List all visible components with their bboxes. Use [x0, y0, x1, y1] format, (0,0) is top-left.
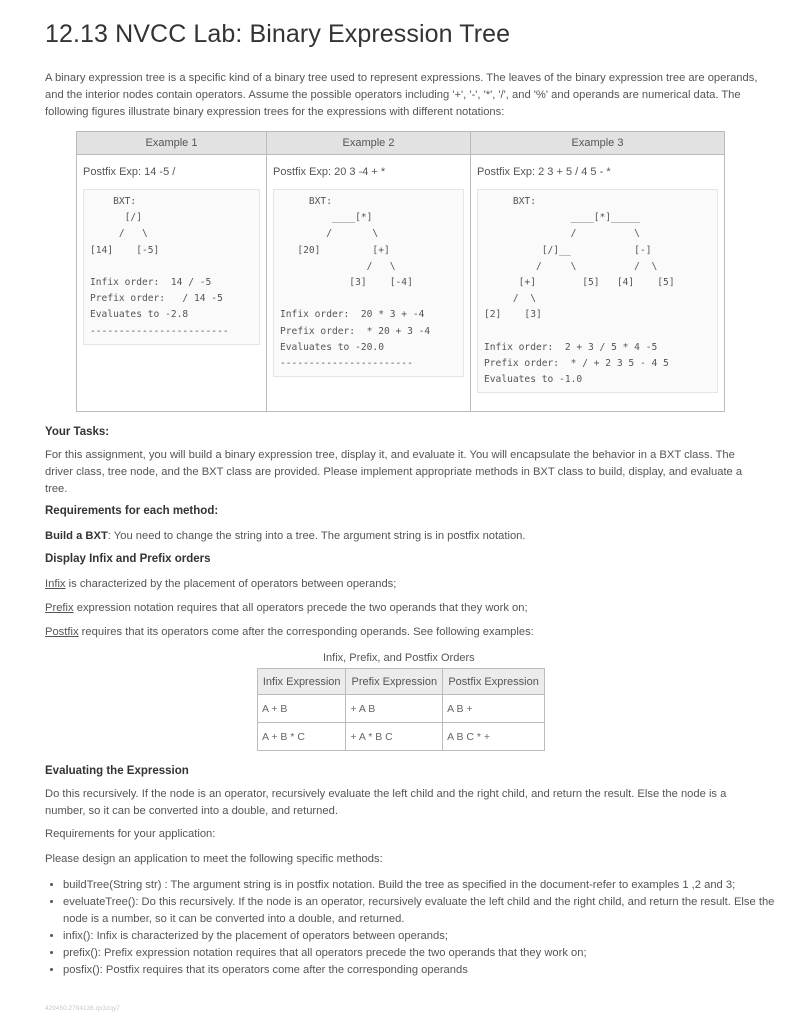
page-title: 12.13 NVCC Lab: Binary Expression Tree: [45, 20, 511, 48]
prefix-link[interactable]: Prefix: [45, 602, 74, 614]
application-design-line: Please design an application to meet the following specific methods:: [45, 853, 383, 865]
build-text: : You need to change the string into a tree. The argument string is in postfix notation.: [107, 530, 526, 542]
postfix-line: [45, 624, 534, 641]
example-1-header: Example 1: [77, 132, 267, 155]
example-3-code: BXT: ____[*]_____ / \ [/]__ [-] / \ / \ [+] [5] [4] [5] / \ [2] [3] Infix order: 2 + 3 / 5 * 4 -5 Prefix order: * / + 2 3 5 - 4 5 Evaluates to -1.0: [484, 196, 675, 386]
example-2-postfix: Postfix Exp: 20 3 -4 + *: [267, 155, 471, 190]
tasks-heading: Your Tasks:: [45, 426, 110, 438]
list-item: • prefix(): Prefix expression notation requires that all operators precede the two operands that they work on;: [63, 945, 783, 962]
postfix-text: requires that its operators come after the corresponding operands. See following examples:: [78, 626, 534, 638]
evaluating-heading: Evaluating the Expression: [45, 765, 189, 777]
orders-header-postfix: Postfix Expression: [443, 669, 545, 695]
table-cell: A B C * +: [443, 723, 545, 751]
example-1-postfix: Postfix Exp: 14 -5 /: [77, 155, 267, 190]
example-3-code-box: [477, 189, 718, 393]
infix-link[interactable]: Infix: [45, 578, 66, 590]
list-item: • buildTree(String str) : The argument string is in postfix notation. Build the tree as specified in the document-refer to examples 1 ,2 and 3;: [63, 877, 783, 894]
infix-text: is characterized by the placement of operators between operands;: [65, 578, 397, 590]
build-label: Build a BXT: [45, 530, 108, 542]
table-row: [258, 695, 545, 723]
orders-header-infix: Infix Expression: [258, 669, 346, 695]
table-row: [258, 723, 545, 751]
example-3-postfix: Postfix Exp: 2 3 + 5 / 4 5 - *: [471, 155, 725, 190]
examples-table: [76, 131, 725, 412]
table-cell: + A B: [346, 695, 443, 723]
orders-table: [257, 668, 545, 751]
infix-line: [45, 576, 396, 593]
orders-header-prefix: Prefix Expression: [346, 669, 443, 695]
example-1-code: BXT: [/] / \ [14] [-5] Infix order: 14 / -5 Prefix order: / 14 -5 Evaluates to -2.8 ------------------------: [90, 196, 229, 337]
build-line: [45, 528, 526, 545]
example-3-header: Example 3: [471, 132, 725, 155]
example-1-code-box: [83, 189, 260, 345]
example-2-header: Example 2: [267, 132, 471, 155]
evaluating-paragraph: Do this recursively. If the node is an operator, recursively evaluate the left child and the right child, and return the result. Else the node is a number, so it can be converted into a double, and returned.: [45, 788, 727, 817]
list-item: • posfix(): Postfix requires that its operators come after the corresponding operands: [63, 962, 783, 979]
intro-paragraph: A binary expression tree is a specific kind of a binary tree used to represent expressions. The leaves of the binary expression tree are operands, and the interior nodes contain operators. Assume the possible operators including '+', '-', '*', '/', and '%' and operands are numerical data. The following figures illustrate binary expression trees for the expressions with different notations:: [45, 72, 758, 118]
table-cell: A + B: [258, 695, 346, 723]
list-item: • infix(): Infix is characterized by the placement of operators between operands;: [63, 928, 783, 945]
prefix-line: [45, 600, 528, 617]
tasks-paragraph: For this assignment, you will build a binary expression tree, display it, and evaluate it. You will encapsulate the behavior in a BXT class. The driver class, tree node, and the BXT class are provided. Please implement appropriate methods in BXT class to build, display, and evaluate a tree.: [45, 449, 743, 495]
table-cell: A B +: [443, 695, 545, 723]
footer-id: 429450.2784136.qx3zqy7: [45, 1005, 120, 1012]
table-cell: A + B * C: [258, 723, 346, 751]
application-requirements-line: Requirements for your application:: [45, 828, 216, 840]
example-2-code-box: [273, 189, 464, 377]
requirements-heading: Requirements for each method:: [45, 505, 219, 517]
postfix-link[interactable]: Postfix: [45, 626, 79, 638]
prefix-text: expression notation requires that all operators precede the two operands that they work on;: [73, 602, 528, 614]
example-2-code: BXT: ____[*] / \ [20] [+] / \ [3] [-4] Infix order: 20 * 3 + -4 Prefix order: * 20 + 3 -4 Evaluates to -20.0 -----------------------: [280, 196, 431, 370]
methods-list: [45, 877, 783, 979]
orders-table-caption: Infix, Prefix, and Postfix Orders: [323, 652, 475, 664]
display-heading: Display Infix and Prefix orders: [45, 553, 211, 565]
list-item: • eveluateTree(): Do this recursively. If the node is an operator, recursively evaluate the left child and the right child, and return the result. Else the node is a number, so it can be converted into a double, and returned.: [63, 894, 783, 928]
table-cell: + A * B C: [346, 723, 443, 751]
